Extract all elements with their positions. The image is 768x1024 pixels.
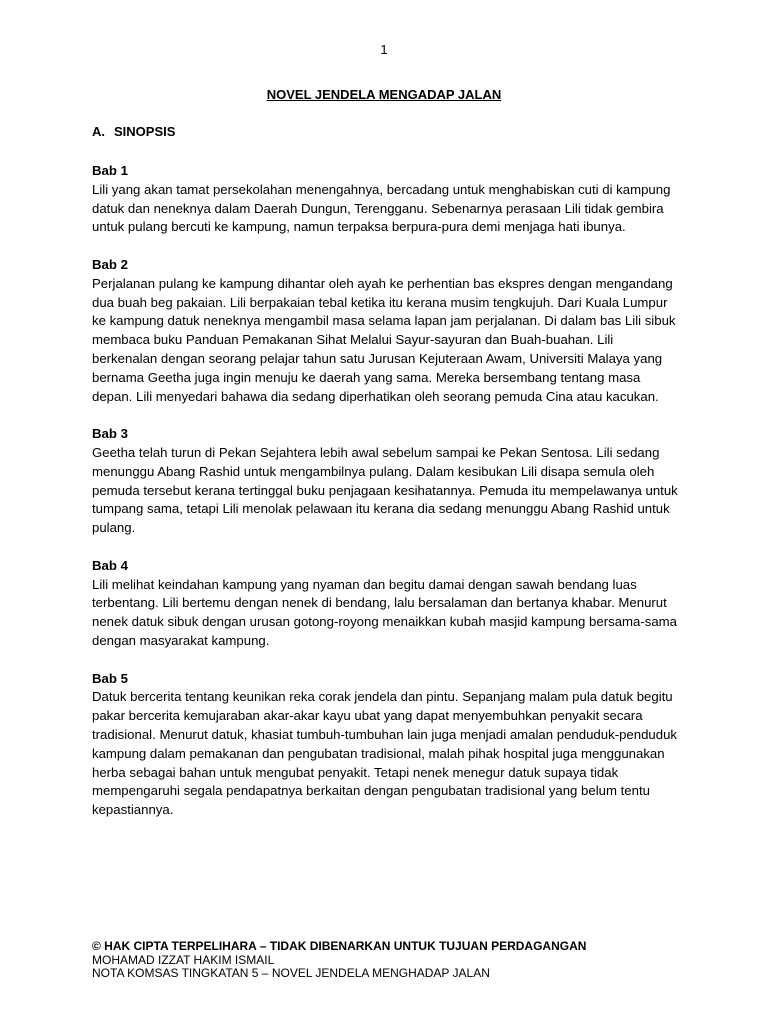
document-title: NOVEL JENDELA MENGADAP JALAN [266,87,502,102]
chapter-title: Bab 4 [92,557,128,573]
chapter-title: Bab 1 [92,163,128,178]
page-footer [92,940,586,981]
section-title: SINOPSIS [114,124,176,139]
footer-note: NOTA KOMSAS TINGKATAN 5 – NOVEL JENDELA MENGHADAP JALAN [92,966,490,980]
chapter-text: Geetha telah turun di Pekan Sejahtera lebih awal sebelum sampai ke Pekan Sentosa. Lili sedang menunggu Abang Rashid untuk mengambilnya pulang. Dalam kesibukan Lili disapa semula oleh pemuda tersebut kerana tertinggal buku penjagaan kesihatannya. Pemuda itu mempelawanya untuk tumpang sama, tetapi Lili menolak pelawaan itu kerana dia sedang menunggu Abang Rashid untuk pulang. [92,444,678,536]
section-number: A. [92,124,105,139]
section-heading [92,124,175,139]
chapter-3 [92,425,682,538]
chapter-text: Lili yang akan tamat persekolahan menengahnya, bercadang untuk menghabiskan cuti di kampung datuk dan neneknya dalam Daerah Dungun, Terengganu. Sebenarnya perasaan Lili tidak gembira untuk pulang bercuti ke kampung, namun terpaksa berpura-pura demi menjaga hati ibunya. [92,181,671,235]
chapter-title: Bab 2 [92,256,128,272]
chapter-title: Bab 3 [92,426,128,442]
chapter-text: Lili melihat keindahan kampung yang nyaman dan begitu damai dengan sawah bendang luas terbentang. Lili bertemu dengan nenek di bendang, lalu bersalaman dan bertanya khabar. Menurut nenek datuk sibuk dengan urusan gotong-royong menaikkan kubah masjid kampung bersama-sama dengan masyarakat kampung. [92,576,678,648]
chapter-1 [92,162,682,237]
synopsis-content [92,162,682,839]
author-name: MOHAMAD IZZAT HAKIM ISMAIL [92,952,275,967]
chapter-text: Datuk bercerita tentang keunikan reka corak jendela dan pintu. Sepanjang malam pula datuk begitu pakar bercerita kemujaraban akar-akar kayu ubat yang dapat menyembuhkan penyakit secara tradisional. Menurut datuk, khasiat tumbuh-tumbuhan lain juga menjadi amalan penduduk-penduduk kampung dalam pemakanan dan pengubatan tradisional, malah pihak hospital juga menggunakan herba sebagai bahan untuk mengubat penyakit. Tetapi nenek menegur datuk supaya tidak mempengaruhi segala pendapatnya berkaitan dengan pengubatan tradisional yang belum tentu kepastiannya. [92,689,678,818]
copyright-notice: © HAK CIPTA TERPELIHARA – TIDAK DIBENARKAN UNTUK TUJUAN PERDAGANGAN [92,939,587,953]
chapter-4 [92,557,682,651]
chapter-2 [92,256,682,406]
chapter-text: Perjalanan pulang ke kampung dihantar oleh ayah ke perhentian bas ekspres dengan mengandang dua buah beg pakaian. Lili berpakaian tebal ketika itu kerana musim tengkujuh. Dari Kuala Lumpur ke kampung datuk neneknya mengambil masa selama lapan jam perjalanan. Di dalam bas Lili sibuk membaca buku Panduan Pemakanan Sihat Melalui Sayur-sayuran dan Buah-buahan. Lili berkenalan dengan seorang pelajar tahun satu Jurusan Kejuteraan Awam, Universiti Malaya yang bernama Geetha juga ingin menuju ke daerah yang sama. Mereka bersembang tentang masa depan. Lili menyedari bahawa dia sedang diperhatikan oleh seorang pemuda Cina atau kacukan. [92,275,676,404]
page-number: 1 [380,42,388,57]
chapter-title: Bab 5 [92,670,128,686]
chapter-5 [92,670,682,820]
